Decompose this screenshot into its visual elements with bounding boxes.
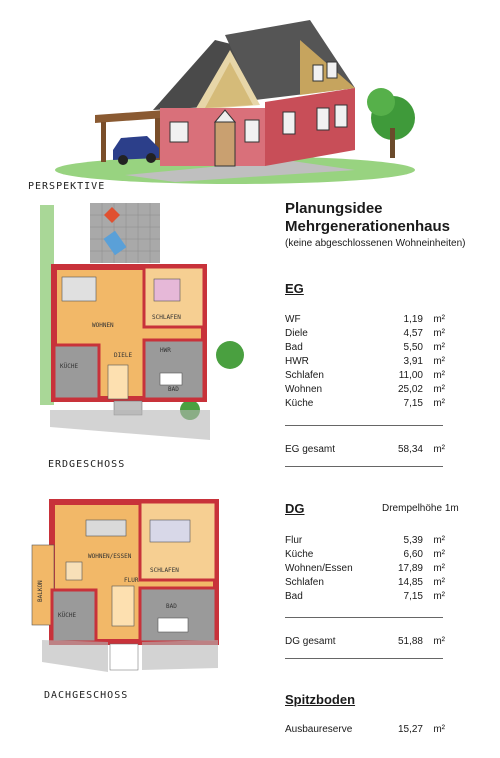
eg-row	[285, 328, 445, 342]
area-unit: m²	[433, 591, 445, 602]
area-name: Küche	[285, 398, 314, 409]
divider	[285, 617, 443, 618]
area-value: 6,60	[403, 549, 423, 560]
eg-label-diele: DIELE	[114, 352, 133, 359]
area-name: Wohnen	[285, 384, 323, 395]
area-unit: m²	[433, 577, 445, 588]
total-unit: m²	[433, 636, 445, 647]
area-name: Bad	[285, 591, 303, 602]
eg-row	[285, 356, 445, 370]
eg-row	[285, 384, 445, 398]
dg-note: Drempelhöhe 1m	[382, 503, 459, 514]
area-value: 5,39	[403, 535, 423, 546]
eg-label-hwr: HWR	[160, 347, 171, 354]
eg-row	[285, 342, 445, 356]
title-line-2: Mehrgenerationenhaus	[285, 218, 451, 235]
area-unit: m²	[433, 370, 445, 381]
eg-row	[285, 370, 445, 384]
area-name: Bad	[285, 342, 303, 353]
eg-heading: EG	[285, 281, 304, 296]
area-unit: m²	[433, 549, 445, 560]
dg-total-row	[285, 636, 445, 650]
area-value: 5,50	[403, 342, 423, 353]
subtitle: (keine abgeschlossenen Wohneinheiten)	[285, 238, 466, 249]
area-value: 17,89	[397, 563, 423, 574]
area-name: Schlafen	[285, 370, 324, 381]
upper-floor-label: DACHGESCHOSS	[44, 690, 129, 701]
area-value: 1,19	[403, 314, 423, 325]
spitzboden-row	[285, 724, 445, 738]
divider	[285, 425, 443, 426]
dg-row	[285, 577, 445, 591]
area-value: 7,15	[403, 591, 423, 602]
area-name: HWR	[285, 356, 309, 367]
area-unit: m²	[433, 535, 445, 546]
total-value: 58,34	[397, 444, 423, 455]
area-unit: m²	[433, 356, 445, 367]
eg-label-schlafen: SCHLAFEN	[152, 314, 181, 321]
dg-label-bad: BAD	[166, 603, 177, 610]
divider	[285, 466, 443, 467]
ground-floor-plan	[40, 195, 250, 445]
dg-row	[285, 563, 445, 577]
area-name: Küche	[285, 549, 314, 560]
divider	[285, 658, 443, 659]
dg-label-wohnen-essen: WOHNEN/ESSEN	[88, 553, 132, 560]
dg-heading: DG	[285, 501, 305, 516]
area-value: 4,57	[403, 328, 423, 339]
area-name: Flur	[285, 535, 303, 546]
dg-label-kueche: KÜCHE	[58, 612, 77, 619]
area-unit: m²	[433, 328, 445, 339]
area-name: Wohnen/Essen	[285, 563, 353, 574]
total-name: EG gesamt	[285, 444, 336, 455]
area-unit: m²	[433, 398, 445, 409]
area-name: Schlafen	[285, 577, 324, 588]
dg-row	[285, 549, 445, 563]
dg-row	[285, 591, 445, 605]
area-unit: m²	[433, 384, 445, 395]
eg-row	[285, 314, 445, 328]
area-value: 14,85	[397, 577, 423, 588]
area-name: Diele	[285, 328, 308, 339]
total-name: DG gesamt	[285, 636, 336, 647]
dg-row	[285, 535, 445, 549]
area-value: 15,27	[397, 724, 423, 735]
upper-floor-plan	[28, 490, 228, 675]
area-value: 3,91	[403, 356, 423, 367]
dg-label-flur: FLUR	[124, 577, 139, 584]
area-value: 25,02	[397, 384, 423, 395]
eg-row	[285, 398, 445, 412]
dg-label-balkon: BALKON	[37, 580, 44, 602]
eg-label-kueche: KÜCHE	[60, 363, 79, 370]
area-unit: m²	[433, 724, 445, 735]
area-unit: m²	[433, 314, 445, 325]
house-perspective-sketch	[55, 10, 425, 185]
eg-label-wohnen: WOHNEN	[92, 322, 114, 329]
total-unit: m²	[433, 444, 445, 455]
title-line-1: Planungsidee	[285, 200, 383, 217]
area-unit: m²	[433, 342, 445, 353]
spitzboden-heading: Spitzboden	[285, 692, 356, 707]
total-value: 51,88	[397, 636, 423, 647]
eg-total-row	[285, 444, 445, 458]
eg-label-bad: BAD	[168, 386, 179, 393]
area-name: WF	[285, 314, 301, 325]
area-unit: m²	[433, 563, 445, 574]
ground-floor-label: ERDGESCHOSS	[48, 459, 126, 470]
dg-label-schlafen: SCHLAFEN	[150, 567, 179, 574]
area-value: 11,00	[398, 370, 423, 381]
perspective-label: PERSPEKTIVE	[28, 181, 106, 192]
area-name: Ausbaureserve	[285, 724, 353, 735]
area-value: 7,15	[403, 398, 423, 409]
